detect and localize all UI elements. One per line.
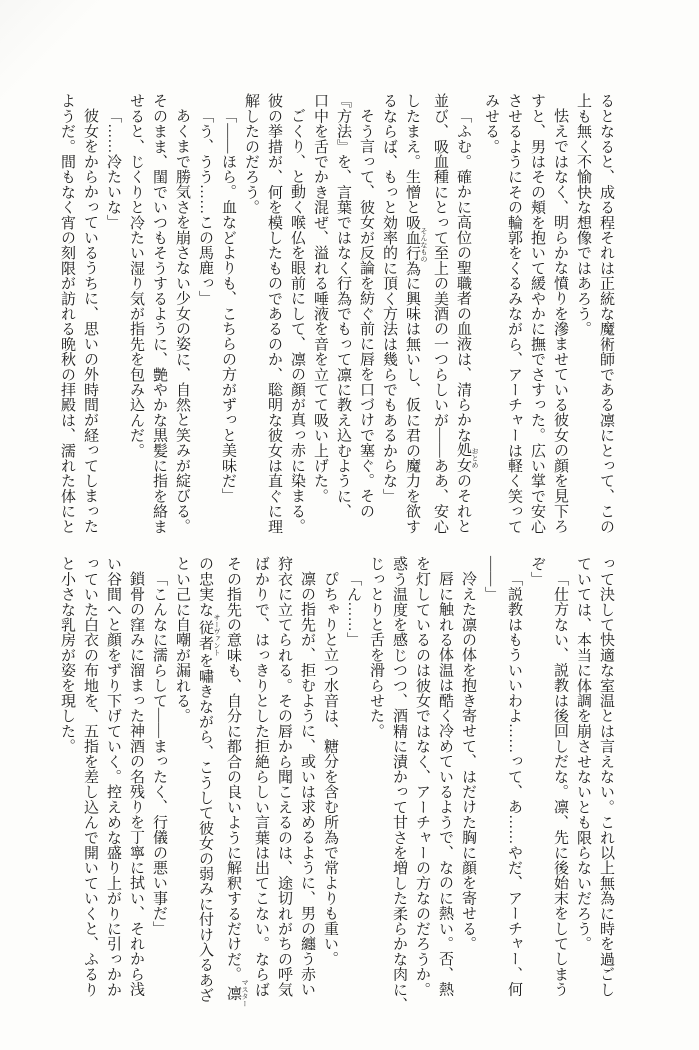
text-line: 「……冷たいな」 xyxy=(105,108,121,230)
text-line: ようだ。間もなく宵の刻限が訪れる晩秋の拝殿は、濡れた体にと xyxy=(59,93,75,534)
text-line: 彼の挙措が、何を模したものであるのか、聡明な彼女は直ぐに理 xyxy=(266,93,282,534)
text-line: せると、じくりと冷たい湿り気が指先を包み込んだ。 xyxy=(128,93,144,458)
text-line: 「う、うう……この馬鹿っ」 xyxy=(197,108,213,306)
furigana-annotation: 従者 サーヴァント xyxy=(197,613,221,656)
text-line: ――」 xyxy=(483,556,499,602)
text-line: そう言って、彼女が反論を紡ぐ前に唇を口づけで塞ぐ。その xyxy=(358,108,374,519)
text-block-bottom xyxy=(55,556,617,1012)
text-line: 「説教はもういいわよ……って、あ……やだ、アーチャー、何 xyxy=(506,571,522,997)
text-line: を灯しているのは彼女ではなく、アーチャーの方なのだろうか。 xyxy=(414,556,430,997)
text-line: るならば、もっと効率的に頂く方法は幾らでもあるからな」 xyxy=(381,93,397,504)
text-block-top xyxy=(55,93,617,534)
text-line: い谷間へと顔をずり下げていく。控えめな盛り上がりに引っかか xyxy=(105,556,121,997)
text-line: じっとりと舌を滑らせた。 xyxy=(368,556,384,739)
text-line: っていた白衣の布地を、五指を差し込んで開いていくと、ふるり xyxy=(82,556,98,997)
text-line: 解したのだろう。 xyxy=(243,93,259,215)
text-line: 「こんなに濡らして――まったく、行儀の悪い事だ」 xyxy=(151,571,167,936)
text-line: の忠実な従者 サーヴァントを嘯きながら、こうして彼女の弱みに付け入るあざ xyxy=(197,556,221,1003)
text-line: 『方法』を、言葉ではなく行為でもって凛に教え込むように、 xyxy=(335,93,351,519)
text-line: させるようにその輪郭をくるみながら、アーチャーは軽く笑って xyxy=(506,93,522,534)
text-line: あくまで勝気さを崩さない少女の姿に、自然と笑みが綻びる。 xyxy=(174,108,190,534)
furigana-annotation: 処女 おとめ xyxy=(455,442,479,473)
text-line: ぴちゃりと立つ水音は、糖分を含む所為で常よりも重い。 xyxy=(322,571,338,967)
text-line: 凛の指先が、拒むように、或いは求めるように、男の纏う赤い xyxy=(299,571,315,997)
text-line: 冷えた凛の体を抱き寄せて、はだけた胸に顔を寄せる。 xyxy=(460,571,476,951)
text-line: そのまま、閨でいつもそうするように、艶やかな黒髪に指を絡ま xyxy=(151,93,167,534)
text-line: 並び、吸血種にとって至上の美酒の一つらしいが――ああ、安心 xyxy=(432,93,448,534)
text-line: ごくり、と動く喉仏を眼前にして、凛の顔が真っ赤に染まる。 xyxy=(289,108,305,534)
text-line: 彼女をからかっているうちに、思いの外時間が経ってしまった xyxy=(82,108,98,534)
text-line: 唇に触れる体温は酷く冷めているようで、なのに熱い。否、熱 xyxy=(437,571,453,997)
text-line: ばかりで、はっきりとした拒絶らしい言葉は出てこない。ならば xyxy=(253,556,269,997)
text-line: 上も無く不愉快な想像ではあろう。 xyxy=(575,93,591,337)
text-line: 狩衣に立てられる。その唇から聞こえるのは、途切れがちの呼気 xyxy=(276,556,292,997)
text-line: 「ん……」 xyxy=(345,571,361,647)
text-line: 惑う温度を感じつつ、酒精に漬かって甘さを増した柔らかな肉に、 xyxy=(391,556,407,1012)
text-line: とい己に自嘲が漏れる。 xyxy=(174,556,190,724)
text-line: るとなると、成る程それは正統な魔術師である凛にとって、この xyxy=(598,93,614,534)
text-line: ていては、本当に体調を崩させないとも限らないだろう。 xyxy=(575,556,591,952)
furigana-annotation: 凛 マスター xyxy=(225,978,249,1007)
text-line: 「――ほら。血などよりも、こちらの方がずっと美味だ」 xyxy=(220,108,236,504)
text-line: その指先の意味も、自分に都合の良いように解釈するだけだ。凛 マスター xyxy=(225,556,249,1007)
text-line: したまえ。生憎と吸血行為 そんなものに興味は無いし、仮に君の魔力を欲す xyxy=(404,93,428,534)
text-line: って決して快適な室温とは言えない。これ以上無為に時を過ごし xyxy=(598,556,614,997)
text-line: 「ふむ。確かに高位の聖職者の血液は、清らかな処女 おとめのそれと xyxy=(455,108,479,534)
text-line: ぞ」 xyxy=(529,556,545,587)
furigana-annotation: 吸血行為 そんなもの xyxy=(404,214,428,276)
text-line: すと、男はその頬を抱いて緩やかに撫でさすった。広い掌で安心 xyxy=(529,93,545,534)
text-line: 怯えではなく、明らかな憤りを滲ませている彼女の顔を見下ろ xyxy=(552,108,568,534)
text-line: みせる。 xyxy=(483,93,499,154)
text-line: と小さな乳房が姿を現した。 xyxy=(59,556,75,754)
text-line: 鎖骨の窪みに溜まった神酒の名残りを丁寧に拭い、それから浅 xyxy=(128,571,144,997)
text-line: 「仕方ない、説教は後回しだな。凛、先に後始末をしてしまう xyxy=(552,571,568,997)
text-line: 口中を舌でかき混ぜ、溢れる唾液を音を立てて吸い上げた。 xyxy=(312,93,328,504)
